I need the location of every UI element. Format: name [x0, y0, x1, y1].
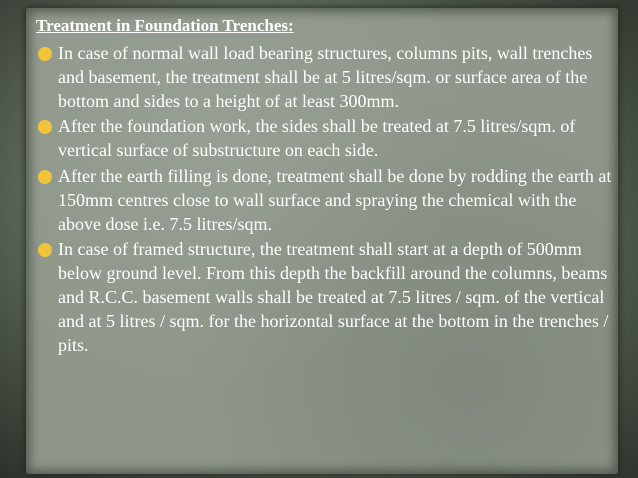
bullet-dot-icon [38, 120, 52, 134]
bullet-item [36, 238, 620, 357]
slide-content [36, 14, 620, 359]
bullet-list [36, 42, 620, 357]
bullet-text: In case of normal wall load bearing structures, columns pits, wall trenches and basement, the treatment shall be at 5 litres/sqm. or surface area of the bottom and sides to a height of at least 300mm. [58, 43, 593, 111]
bullet-item [36, 42, 620, 113]
slide-heading: Treatment in Foundation Trenches: [36, 16, 294, 35]
bullet-item [36, 165, 620, 236]
bullet-dot-icon [38, 243, 52, 257]
bullet-text: After the earth filling is done, treatment shall be done by rodding the earth at 150mm centres close to wall surface and spraying the chemical with the above dose i.e. 7.5 litres/sqm. [58, 165, 612, 234]
bullet-item [36, 115, 620, 163]
bullet-dot-icon [38, 47, 52, 61]
bullet-text: After the foundation work, the sides shall be treated at 7.5 litres/sqm. of vertical surface of substructure on each side. [58, 116, 576, 161]
bullet-text: In case of framed structure, the treatment shall start at a depth of 500mm below ground level. From this depth the backfill around the columns, beams and R.C.C. basement walls shall be treated at 7.5 litres / sqm. of the vertical and at 5 litres / sqm. for the horizontal surface at the bottom in the trenches / pits. [58, 239, 609, 355]
bullet-dot-icon [38, 170, 52, 184]
